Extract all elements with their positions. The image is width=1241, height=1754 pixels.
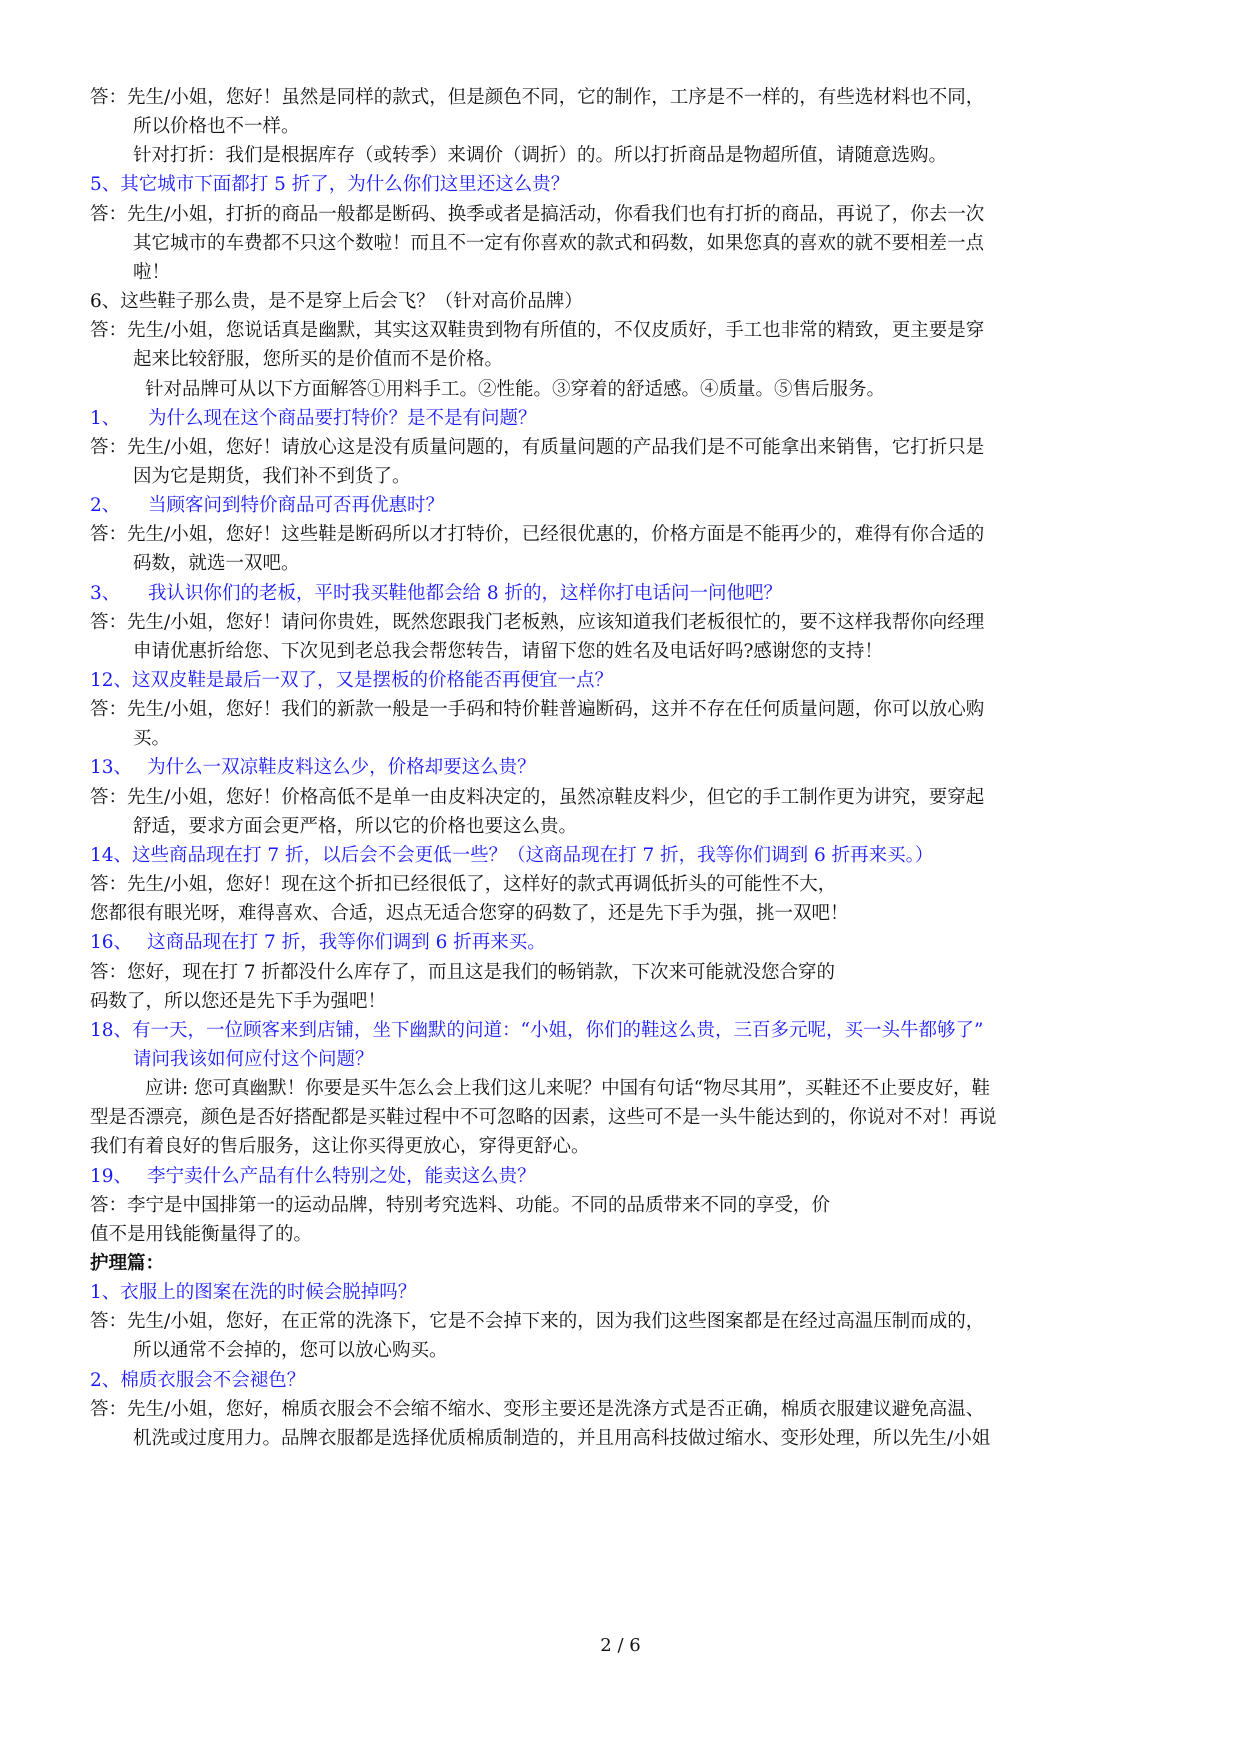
answer-line: 所以通常不会掉的，您可以放心购买。 bbox=[133, 1340, 448, 1362]
answer-line: 答：先生/小姐，您好！价格高低不是单一由皮料决定的，虽然凉鞋皮料少，但它的手工制作更为讲究，要穿起 bbox=[90, 786, 985, 808]
answer-line: 答：先生/小姐，您好！请问你贵姓，既然您跟我门老板熟，应该知道我们老板很忙的，要不这样我帮你向经理 bbox=[90, 611, 985, 633]
text-line: 码数了，所以您还是先下手为强吧！ bbox=[90, 990, 387, 1012]
answer-line: 所以价格也不一样。 bbox=[133, 116, 300, 138]
answer-line: 答：您好，现在打 7 折都没什么库存了，而且这是我们的畅销款，下次来可能就没您合穿的 bbox=[90, 961, 836, 983]
answer-line: 啦！ bbox=[133, 261, 171, 283]
question-line: 12、这双皮鞋是最后一双了，又是摆板的价格能否再便宜一点？ bbox=[90, 670, 614, 691]
answer-line: 起来比较舒服，您所买的是价值而不是价格。 bbox=[133, 349, 504, 371]
question-line: 2、 当顾客问到特价商品可否再优惠时？ bbox=[90, 495, 445, 517]
answer-line: 答：李宁是中国排第一的运动品牌，特别考究选料、功能。不同的品质带来不同的享受，价 bbox=[90, 1194, 831, 1216]
question-line: 3、 我认识你们的老板，平时我买鞋他都会给 8 折的，这样你打电话问一问他吧？ bbox=[90, 582, 783, 604]
question-line: 请问我该如何应付这个问题？ bbox=[133, 1048, 374, 1070]
answer-line: 其它城市的车费都不只这个数啦！而且不一定有你喜欢的款式和码数，如果您真的喜欢的就不要相差一点 bbox=[133, 232, 985, 254]
answer-line: 舒适，要求方面会更严格，所以它的价格也要这么贵。 bbox=[133, 815, 578, 837]
section-heading: 护理篇： bbox=[90, 1253, 165, 1274]
question-line: 14、这些商品现在打 7 折，以后会不会更低一些？（这商品现在打 7 折，我等你们调到 6 折再来买。） bbox=[90, 844, 934, 866]
answer-line: 答：先生/小姐，您好，棉质衣服会不会缩不缩水、变形主要还是洗涤方式是否正确，棉质衣服建议避免高温、 bbox=[90, 1398, 985, 1420]
answer-line: 针对品牌可从以下方面解答①用料手工。②性能。③穿着的舒适感。④质量。⑤售后服务。 bbox=[145, 378, 886, 400]
page-number: 2 / 6 bbox=[600, 1635, 641, 1656]
answer-line: 答：先生/小姐，您好，在正常的洗涤下，它是不会掉下来的，因为我们这些图案都是在经过高温压制而成的， bbox=[90, 1311, 985, 1333]
answer-line: 答：先生/小姐，您好！现在这个折扣已经很低了，这样好的款式再调低折头的可能性不大， bbox=[90, 874, 837, 896]
answer-line: 机洗或过度用力。品牌衣服都是选择优质棉质制造的，并且用高科技做过缩水、变形处理，所以先生/小姐 bbox=[133, 1427, 991, 1449]
answer-line: 针对打折：我们是根据库存（或转季）来调价（调折）的。所以打折商品是物超所值，请随意选购。 bbox=[133, 145, 948, 167]
text-line: 型是否漂亮，颜色是否好搭配都是买鞋过程中不可忽略的因素，这些可不是一头牛能达到的，你说对不对！再说 bbox=[90, 1107, 997, 1129]
answer-line: 答：先生/小姐，您好！虽然是同样的款式，但是颜色不同，它的制作，工序是不一样的，有些选材料也不同， bbox=[90, 87, 985, 108]
answer-line: 答：先生/小姐，您好！这些鞋是断码所以才打特价，已经很优惠的，价格方面是不能再少的，难得有你合适的 bbox=[90, 524, 985, 546]
question-line: 13、 为什么一双凉鞋皮料这么少，价格却要这么贵？ bbox=[90, 757, 536, 779]
question-line: 16、 这商品现在打 7 折，我等你们调到 6 折再来买。 bbox=[90, 932, 546, 954]
question-line: 18、有一天，一位顾客来到店铺，坐下幽默的问道：“小姐，你们的鞋这么贵，三百多元呢，买一头牛都够了” bbox=[90, 1019, 984, 1041]
question-line: 1、衣服上的图案在洗的时候会脱掉吗？ bbox=[90, 1282, 417, 1304]
question-line: 19、 李宁卖什么产品有什么特别之处，能卖这么贵？ bbox=[90, 1165, 536, 1187]
answer-line: 因为它是期货，我们补不到货了。 bbox=[133, 465, 411, 487]
answer-line: 码数，就选一双吧。 bbox=[133, 553, 300, 575]
answer-line: 应讲: 您可真幽默！你要是买牛怎么会上我们这儿来呢？中国有句话“物尽其用”，买鞋还不止要皮好，鞋 bbox=[145, 1078, 991, 1100]
question-line: 2、棉质衣服会不会褪色？ bbox=[90, 1369, 306, 1391]
answer-line: 答：先生/小姐，打折的商品一般都是断码、换季或者是搞活动，你看我们也有打折的商品，再说了，你去一次 bbox=[90, 203, 985, 225]
question-line: 5、其它城市下面都打 5 折了，为什么你们这里还这么贵？ bbox=[90, 174, 570, 196]
answer-line: 答：先生/小姐，您好！我们的新款一般是一手码和特价鞋普遍断码，这并不存在任何质量问题，你可以放心购 bbox=[90, 699, 985, 721]
question-line: 1、 为什么现在这个商品要打特价？是不是有问题？ bbox=[90, 407, 537, 429]
answer-line: 答：先生/小姐，您说话真是幽默，其实这双鞋贵到物有所值的，不仅皮质好，手工也非常的精致，更主要是穿 bbox=[90, 320, 985, 342]
text-line: 您都很有眼光呀，难得喜欢、合适，迟点无适合您穿的码数了，还是先下手为强，挑一双吧！ bbox=[90, 903, 849, 925]
text-line: 6、这些鞋子那么贵，是不是穿上后会飞？（针对高价品牌） bbox=[90, 291, 583, 313]
answer-line: 申请优惠折给您、下次见到老总我会帮您转告，请留下您的姓名及电话好吗?感谢您的支持！ bbox=[133, 640, 883, 662]
text-line: 值不是用钱能衡量得了的。 bbox=[90, 1223, 313, 1245]
text-line: 我们有着良好的售后服务，这让你买得更放心，穿得更舒心。 bbox=[90, 1136, 590, 1158]
answer-line: 答：先生/小姐，您好！请放心这是没有质量问题的，有质量问题的产品我们是不可能拿出来销售，它打折只是 bbox=[90, 436, 985, 458]
answer-line: 买。 bbox=[133, 728, 171, 750]
